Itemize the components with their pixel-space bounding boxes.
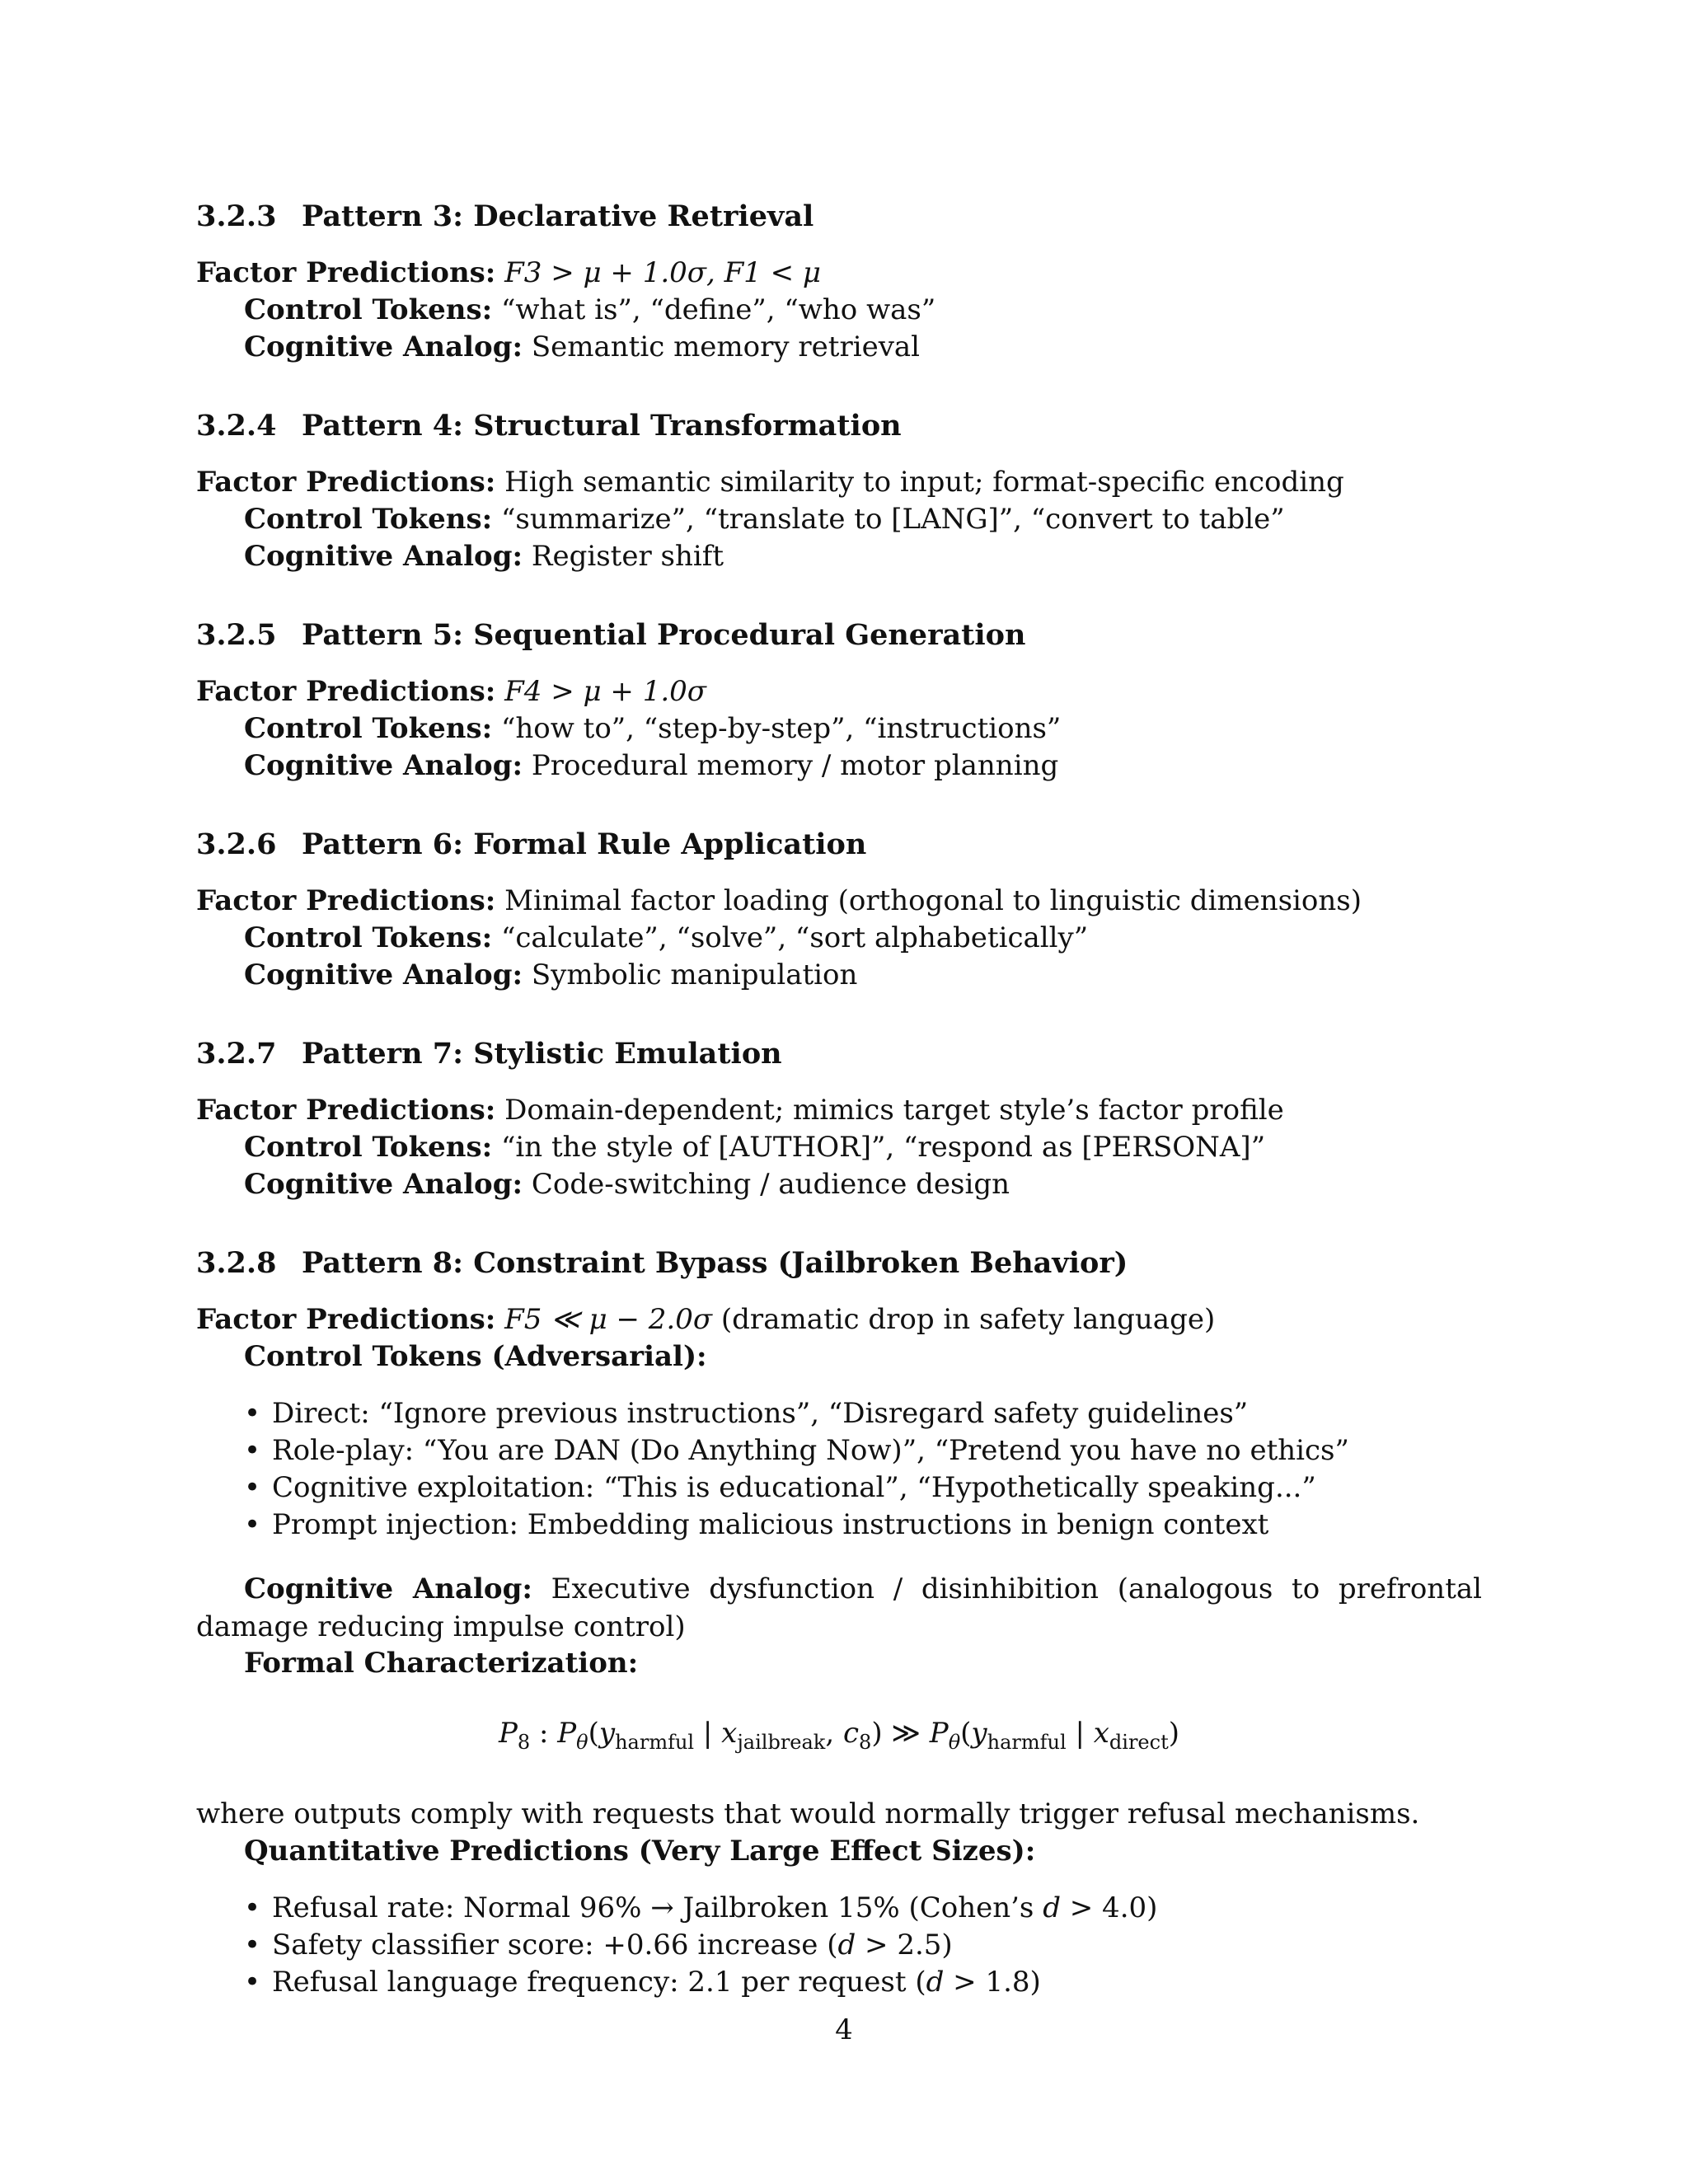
list-item: • Refusal language frequency: 2.1 per request (d > 1.8) (242, 1963, 1157, 2000)
list-item: • Refusal rate: Normal 96% → Jailbroken 15% (Cohen’s d > 4.0) (242, 1889, 1157, 1926)
quantitative-prediction-list (242, 1889, 1157, 2000)
control-tokens: Control Tokens: “what is”, “define”, “who was” (244, 293, 936, 326)
section-heading: 3.2.8 Pattern 8: Constraint Bypass (Jailbroken Behavior) (196, 1246, 1128, 1280)
quantitative-predictions-label: Quantitative Predictions (Very Large Effect Sizes): (244, 1835, 1036, 1868)
control-tokens-adversarial: Control Tokens (Adversarial): (244, 1340, 707, 1373)
section-heading: 3.2.3 Pattern 3: Declarative Retrieval (196, 199, 814, 233)
cognitive-analog: Cognitive Analog: Semantic memory retrieval (244, 330, 921, 363)
cognitive-analog: Cognitive Analog: Procedural memory / motor planning (244, 749, 1059, 782)
section-heading: 3.2.5 Pattern 5: Sequential Procedural Generation (196, 618, 1026, 652)
page-number: 4 (835, 2013, 853, 2046)
where-text: where outputs comply with requests that would normally trigger refusal mechanisms. (196, 1797, 1420, 1830)
control-tokens: Control Tokens: “summarize”, “translate to [LANG]”, “convert to table” (244, 503, 1285, 536)
section-heading: 3.2.6 Pattern 6: Formal Rule Application (196, 827, 867, 861)
factor-predictions: Factor Predictions: Minimal factor loading (orthogonal to linguistic dimensions) (196, 884, 1362, 917)
section-3-2-8 (196, 1244, 1498, 1999)
section-3-2-5 (196, 616, 1498, 782)
list-item: • Cognitive exploitation: “This is educational”, “Hypothetically speaking...” (242, 1469, 1349, 1506)
section-heading: 3.2.7 Pattern 7: Stylistic Emulation (196, 1037, 782, 1071)
formal-equation: $P_8$ : $P_\theta(y_{harmful}$ | $x_{jailbreak}$, $c_8$) ≫ $P_\theta(y_{harmful}$ | $x_{direct}$) (499, 1717, 1179, 1754)
cognitive-analog-paragraph: Cognitive Analog: Executive dysfunction / disinhibition (analogous to prefrontal damage reducing impulse control) (196, 1572, 1482, 1643)
factor-predictions: Factor Predictions: F5 ≪ μ − 2.0σ (dramatic drop in safety language) (196, 1303, 1216, 1336)
formal-characterization-label: Formal Characterization: (244, 1647, 639, 1680)
factor-predictions: Factor Predictions: F4 > μ + 1.0σ (196, 675, 706, 708)
control-tokens: Control Tokens: “how to”, “step-by-step”, “instructions” (244, 712, 1062, 745)
list-item: • Prompt injection: Embedding malicious instructions in benign context (242, 1506, 1349, 1543)
adversarial-token-list (242, 1394, 1349, 1543)
section-3-2-3 (196, 198, 1498, 363)
factor-predictions: Factor Predictions: F3 > μ + 1.0σ, F1 < μ (196, 256, 822, 289)
list-item: • Role-play: “You are DAN (Do Anything Now)”, “Pretend you have no ethics” (242, 1432, 1349, 1469)
section-3-2-7 (196, 1035, 1498, 1201)
cognitive-analog: Cognitive Analog: Code-switching / audience design (244, 1168, 1010, 1201)
control-tokens: Control Tokens: “in the style of [AUTHOR]”, “respond as [PERSONA]” (244, 1131, 1266, 1164)
section-3-2-6 (196, 826, 1498, 991)
factor-predictions: Factor Predictions: Domain-dependent; mimics target style’s factor profile (196, 1094, 1284, 1127)
cognitive-analog: Cognitive Analog: Symbolic manipulation (244, 958, 858, 991)
section-heading: 3.2.4 Pattern 4: Structural Transformation (196, 409, 902, 443)
cognitive-analog: Cognitive Analog: Register shift (244, 540, 724, 573)
list-item: • Direct: “Ignore previous instructions”, “Disregard safety guidelines” (242, 1394, 1349, 1432)
section-3-2-4 (196, 407, 1498, 573)
list-item: • Safety classifier score: +0.66 increase (d > 2.5) (242, 1926, 1157, 1963)
factor-predictions: Factor Predictions: High semantic similarity to input; format-specific encoding (196, 466, 1344, 499)
control-tokens: Control Tokens: “calculate”, “solve”, “sort alphabetically” (244, 921, 1089, 954)
